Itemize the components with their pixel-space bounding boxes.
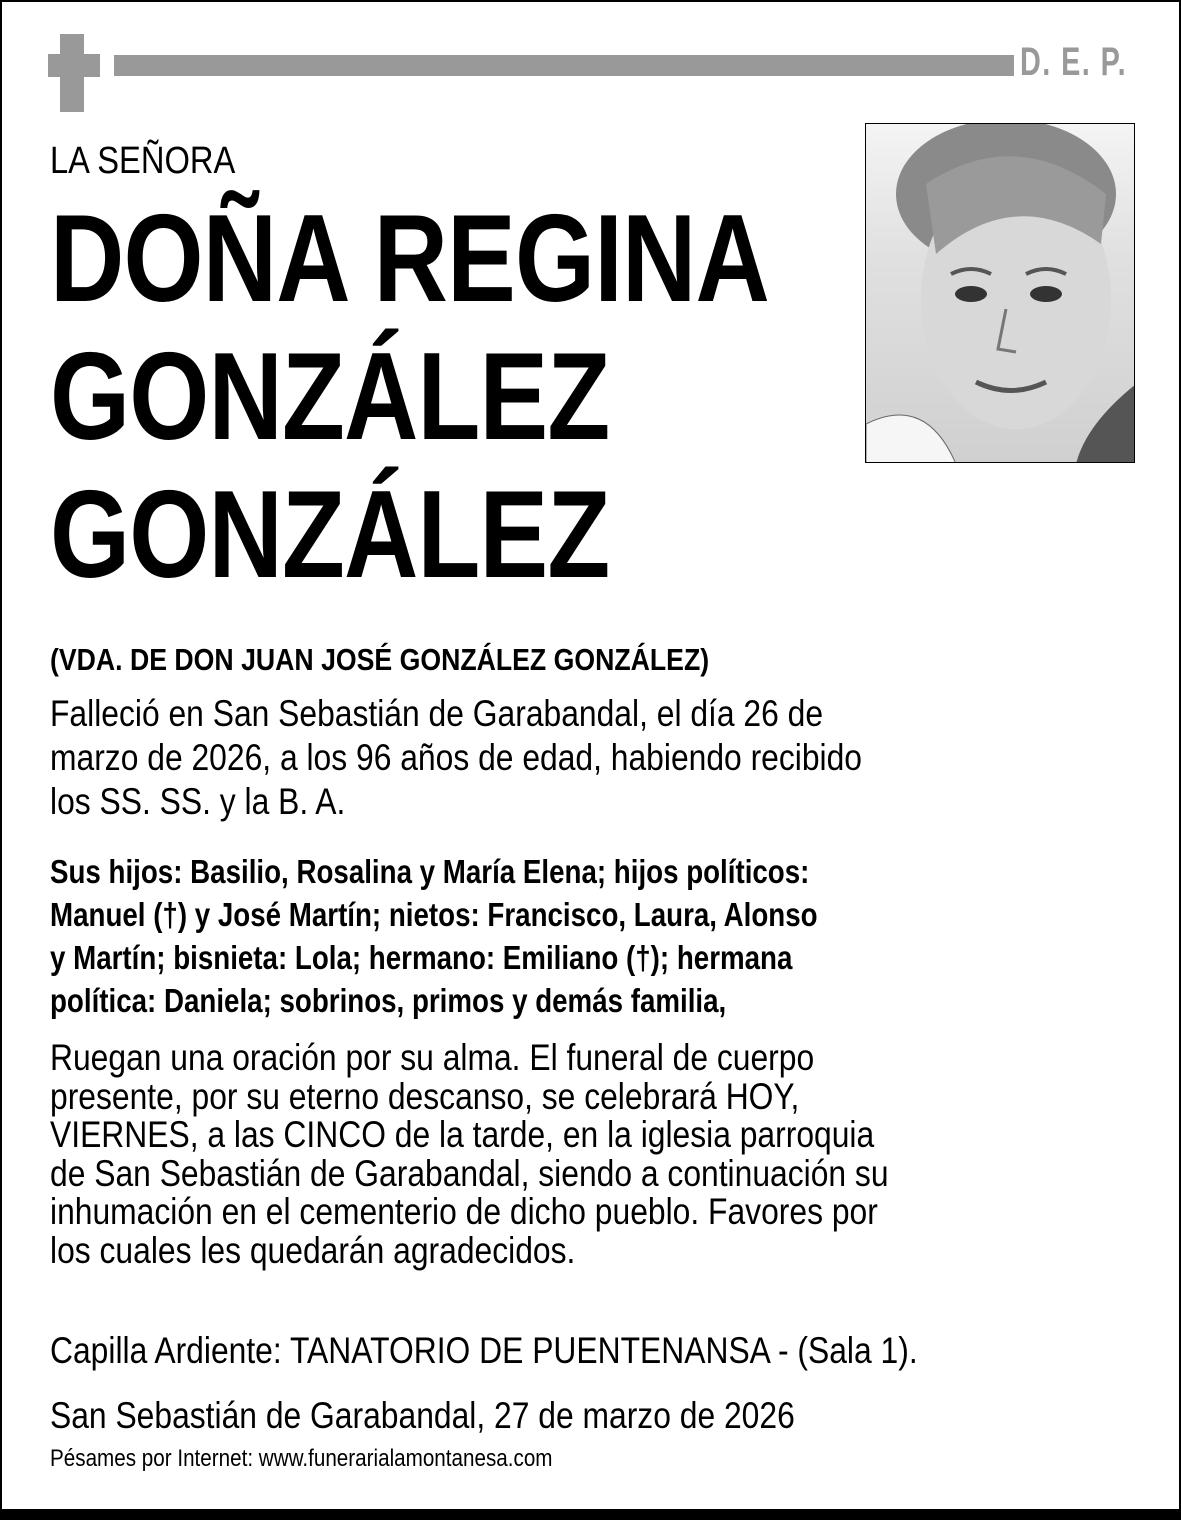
condolences-link[interactable]: Pésames por Internet: www.funerarialamontanesa.com [50,1445,553,1472]
place-date-line: San Sebastián de Garabandal, 27 de marzo de 2026 [50,1395,795,1436]
portrait-image [866,124,1135,463]
funeral-paragraph: Ruegan una oración por su alma. El funeral de cuerpo presente, por su eterno descanso, se celebrará HOY, VIERNES, a las CINCO de la tarde, en la iglesia parroquia de San Sebastián de Garabandal, siendo a continuación su inhumación en el cementerio de dicho pueblo. Favores por los cuales les quedarán agradecidos. [50,1037,889,1271]
honorific-title: LA SEÑORA [50,140,236,182]
latin-cross-icon-arm [48,54,100,77]
deceased-photo [865,123,1135,463]
bottom-border [2,1509,1179,1520]
family-paragraph: Sus hijos: Basilio, Rosalina y María Elena; hijos políticos: Manuel (†) y José Martín; nietos: Francisco, Laura, Alonso y Martín; bisnieta: Lola; hermano: Emiliano (†); hermana política: Daniela; sobrinos, primos y demás familia, [50,853,818,1019]
death-notice-paragraph: Falleció en San Sebastián de Garabandal, el día 26 de marzo de 2026, a los 96 años de edad, habiendo recibido los SS. SS. y la B. A. [50,693,863,822]
chapel-line: Capilla Ardiente: TANATORIO DE PUENTENANSA - (Sala 1). [50,1330,918,1371]
header-rule [114,55,1014,76]
widow-of-line: (VDA. DE DON JUAN JOSÉ GONZÁLEZ GONZÁLEZ) [50,642,710,677]
dep-label: D. E. P. [1020,40,1128,84]
deceased-name: DOÑA REGINA GONZÁLEZ GONZÁLEZ [50,190,769,604]
